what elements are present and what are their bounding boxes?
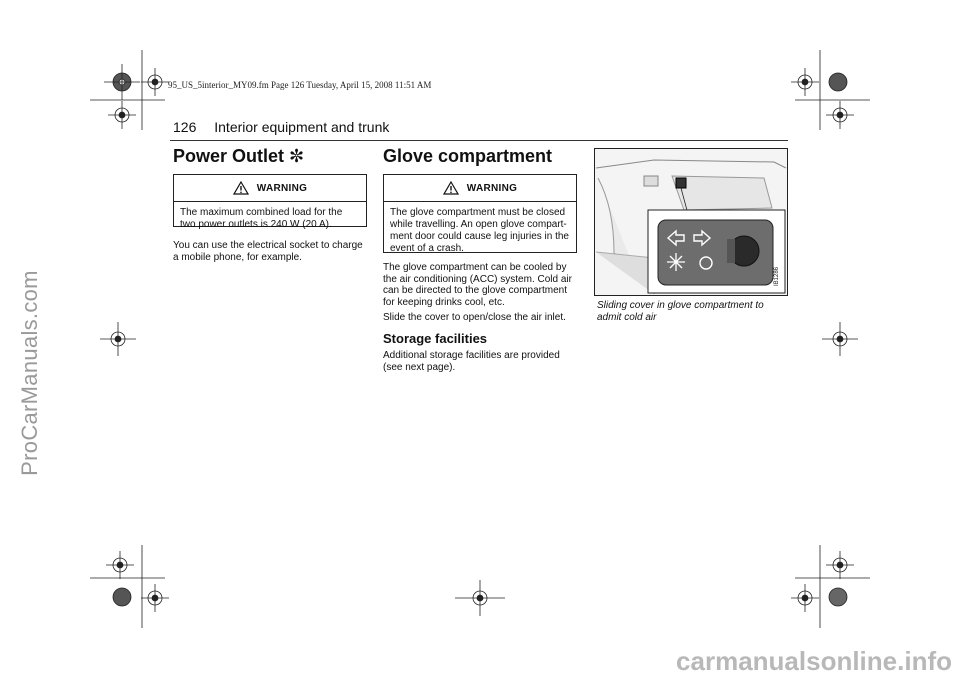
frame-header: 95_US_5interior_MY09.fm Page 126 Tuesday, April 15, 2008 11:51 AM bbox=[168, 80, 432, 90]
glove-compartment-body-1: The glove compartment can be cooled by the air conditioning (ACC) system. Cold air can be directed to the glove compartment for keeping drinks cool, etc. bbox=[383, 262, 572, 308]
page-number: 126 bbox=[173, 119, 197, 135]
storage-facilities-body: Additional storage facilities are provided (see next page). bbox=[383, 350, 560, 373]
power-outlet-body: You can use the electrical socket to charge a mobile phone, for example. bbox=[173, 240, 363, 263]
section-title: Interior equipment and trunk bbox=[214, 119, 390, 135]
storage-facilities-title: Storage facilities bbox=[383, 331, 488, 346]
warning-label: WARNING bbox=[466, 182, 518, 194]
warning-triangle-icon bbox=[443, 181, 459, 195]
glove-compartment-figure bbox=[594, 148, 788, 296]
figure-code: IB1286 bbox=[774, 266, 780, 286]
air-inlet-cover-icon bbox=[676, 178, 686, 188]
bottom-watermark: carmanualsonline.info bbox=[676, 646, 952, 676]
side-watermark: ProCarManuals.com bbox=[17, 270, 42, 476]
accessory-symbol-icon: ✼ bbox=[289, 146, 305, 166]
page-header bbox=[173, 119, 389, 135]
glove-compartment-body-2: Slide the cover to open/close the air inlet. bbox=[383, 312, 566, 323]
header-rule bbox=[170, 140, 788, 141]
power-outlet-title: Power Outlet ✼ bbox=[173, 146, 305, 166]
warning-text: The glove compartment must be closed while travelling. An open glove compart-ment door could cause leg injuries in the event of a crash. bbox=[390, 207, 569, 254]
warning-label: WARNING bbox=[256, 182, 308, 194]
figure-caption: Sliding cover in glove compartment to admit cold air bbox=[597, 300, 764, 323]
glove-compartment-warning bbox=[383, 174, 577, 253]
glove-compartment-title: Glove compartment bbox=[383, 146, 553, 166]
warning-triangle-icon bbox=[233, 181, 249, 195]
power-outlet-warning bbox=[173, 174, 367, 230]
warning-text: The maximum combined load for the two power outlets is 240 W (20 A). bbox=[180, 207, 343, 230]
